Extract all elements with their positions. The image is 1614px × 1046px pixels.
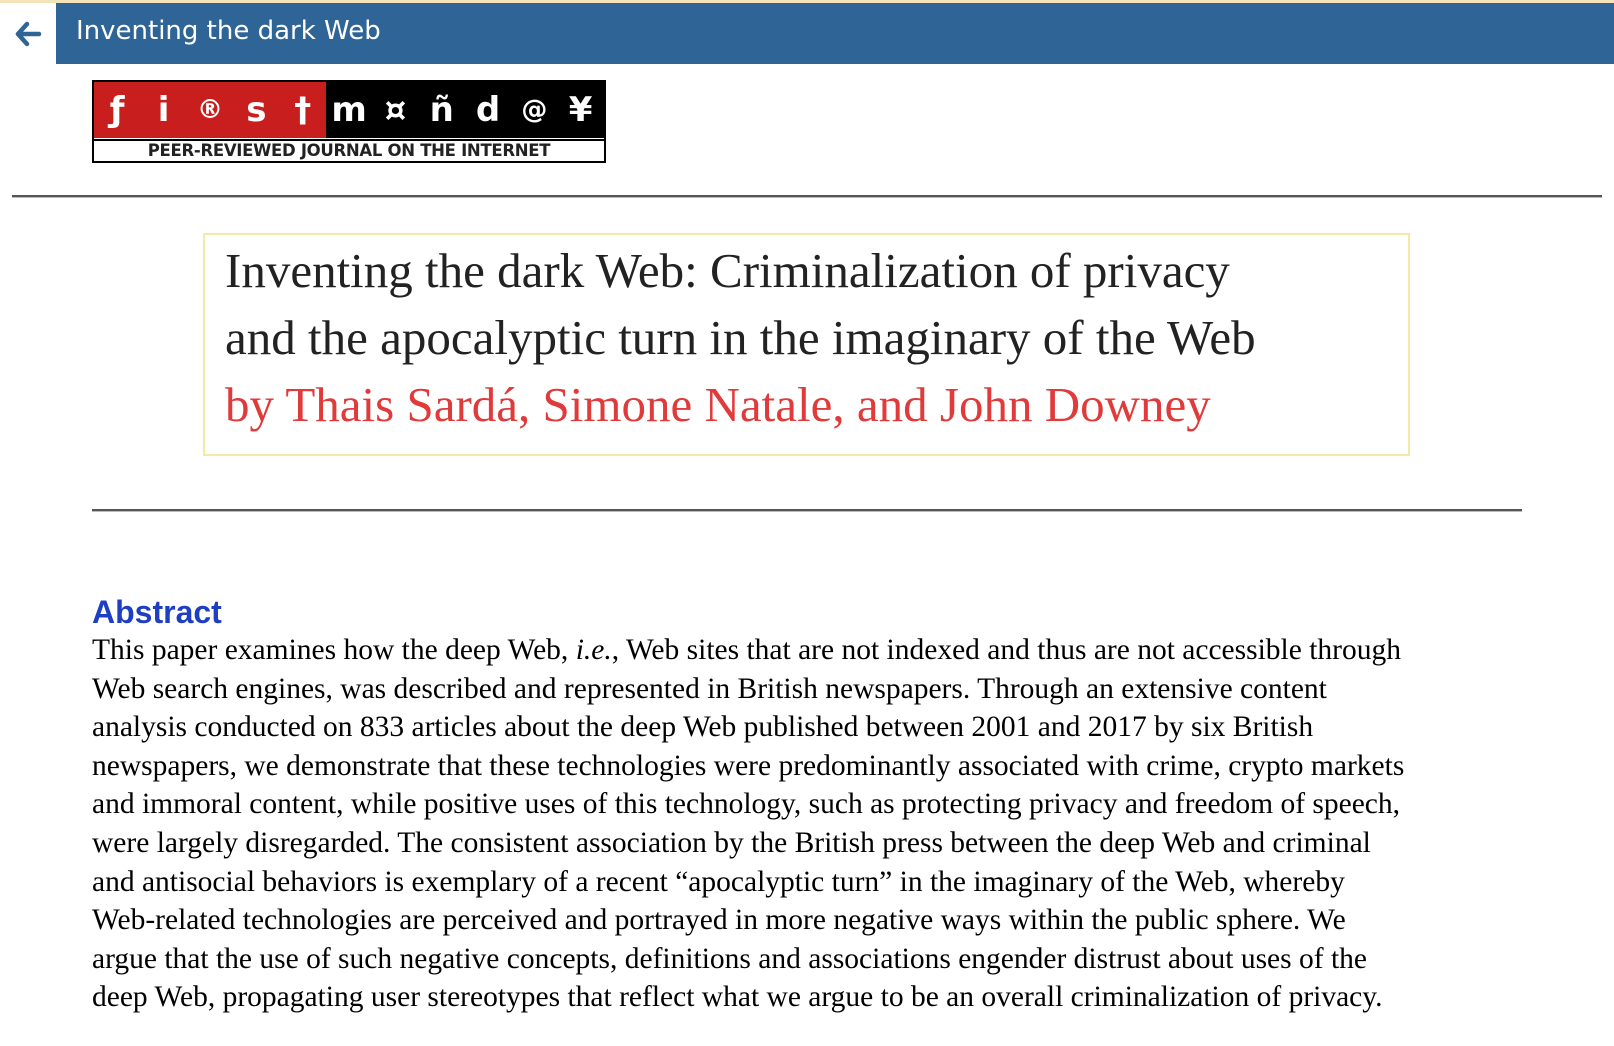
abstract-ie: i.e. xyxy=(575,634,612,666)
abstract-line: and immoral content, while positive uses of this technology, such as protecting privacy and freedom of speech, xyxy=(92,788,1401,821)
divider xyxy=(12,195,1602,198)
divider xyxy=(92,509,1522,512)
logo-glyph: ¤ xyxy=(384,90,407,130)
journal-logo[interactable] xyxy=(92,80,606,163)
abstract-line: deep Web, propagating user stereotypes that reflect what we argue to be an overall criminalization of privacy. xyxy=(92,981,1383,1014)
logo-glyph: s xyxy=(246,90,267,130)
logo-glyph: m xyxy=(331,90,367,130)
abstract-line: Web search engines, was described and represented in British newspapers. Through an extensive content xyxy=(92,672,1327,705)
logo-glyph: ¥ xyxy=(568,90,593,130)
title-bar xyxy=(56,3,1614,64)
abstract-line: analysis conducted on 833 articles about the deep Web published between 2001 and 2017 by six British xyxy=(92,711,1314,744)
logo-red-block xyxy=(94,82,326,138)
logo-wordmark xyxy=(94,82,604,138)
abstract-line: Web-related technologies are perceived and portrayed in more negative ways within the public sphere. We xyxy=(92,904,1346,937)
page-title: Inventing the dark Web xyxy=(76,16,381,46)
back-button[interactable] xyxy=(0,3,56,64)
logo-glyph: ƒ xyxy=(109,90,125,130)
abstract-line: argue that the use of such negative concepts, definitions and associations engender distrust about uses of the xyxy=(92,942,1367,975)
article-title-line-1: Inventing the dark Web: Criminalization of privacy xyxy=(225,243,1230,298)
abstract-line: and antisocial behaviors is exemplary of a recent “apocalyptic turn” in the imaginary of the Web, whereby xyxy=(92,865,1345,898)
logo-glyph: i xyxy=(157,90,170,130)
logo-glyph: d xyxy=(475,90,501,130)
abstract-body xyxy=(92,631,1532,1017)
article-authors: by Thais Sardá, Simone Natale, and John Downey xyxy=(225,377,1211,432)
abstract-line: were largely disregarded. The consistent association by the British press between the deep Web and criminal xyxy=(92,826,1371,859)
logo-subtitle: PEER-REVIEWED JOURNAL ON THE INTERNET xyxy=(94,139,604,161)
abstract-text: , Web sites that are not indexed and thus are not accessible through xyxy=(611,634,1401,666)
logo-glyph: ® xyxy=(196,95,223,125)
logo-glyph: † xyxy=(294,90,312,130)
logo-glyph: @ xyxy=(521,95,548,125)
top-bar xyxy=(0,0,1614,64)
abstract-heading: Abstract xyxy=(92,594,222,630)
abstract-line: newspapers, we demonstrate that these technologies were predominantly associated with crime, crypto markets xyxy=(92,749,1405,782)
article-title-line-2: and the apocalyptic turn in the imaginary of the Web xyxy=(225,310,1256,365)
arrow-left-icon xyxy=(14,21,42,47)
abstract-text: This paper examines how the deep Web, xyxy=(92,634,576,666)
abstract-line xyxy=(92,631,1532,670)
logo-black-block xyxy=(326,82,604,138)
article-title-box xyxy=(203,233,1410,456)
logo-glyph: ñ xyxy=(429,90,454,130)
